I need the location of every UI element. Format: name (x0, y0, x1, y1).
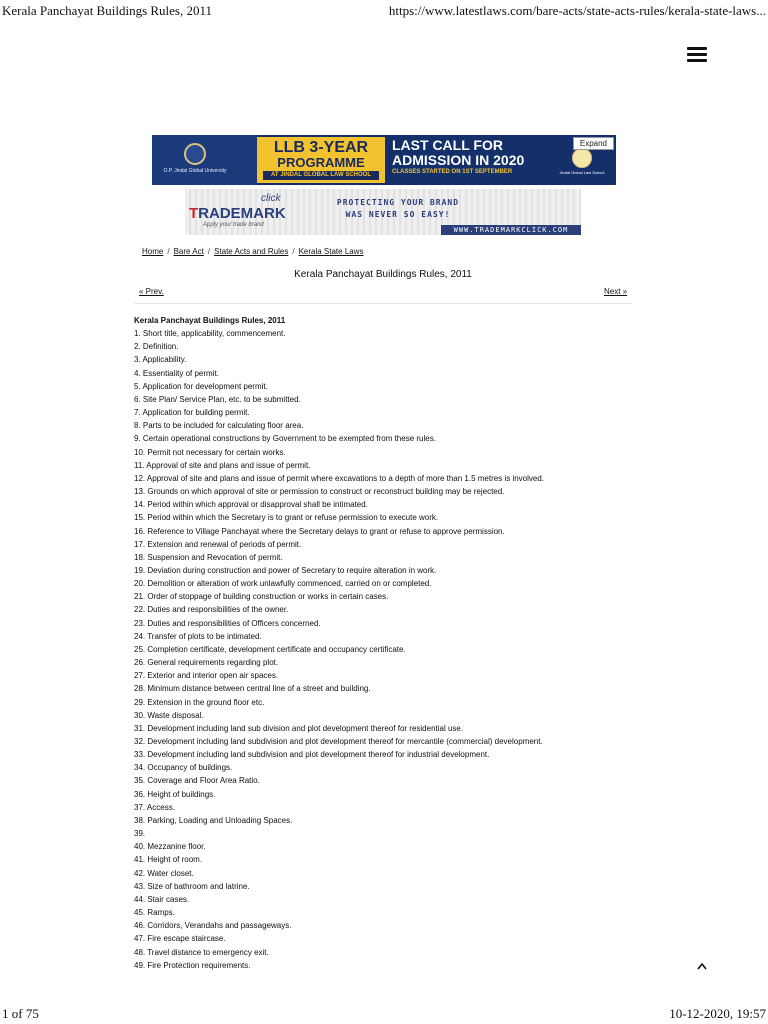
rule-item[interactable]: 37. Access. (134, 802, 175, 812)
rule-item[interactable]: 15. Period within which the Secretary is to grant or refuse permission to execute work. (134, 513, 439, 523)
law-school-name: Jindal Global Law School (559, 170, 605, 175)
rule-item[interactable]: 1. Short title, applicability, commencement. (134, 329, 286, 339)
llb-ad-banner[interactable] (152, 135, 616, 185)
breadcrumb-bare-act-link[interactable]: Bare Act (173, 247, 204, 256)
rule-item[interactable]: 30. Waste disposal. (134, 710, 204, 720)
rule-item[interactable]: 22. Duties and responsibilities of the owner. (134, 605, 289, 615)
rule-item[interactable]: 35. Coverage and Floor Area Ratio. (134, 776, 260, 786)
rule-item[interactable]: 13. Grounds on which approval of site or permission to construct or reconstruct building may be rejected. (134, 487, 505, 497)
rule-item[interactable]: 20. Demolition or alteration of work unlawfully commenced, carried on or completed. (134, 579, 432, 589)
trademark-slogan-1: PROTECTING YOUR BRAND (336, 198, 460, 207)
university-logo (152, 135, 257, 185)
rule-item[interactable]: 10. Permit not necessary for certain works. (134, 447, 286, 457)
rule-item[interactable]: 39. (134, 829, 146, 839)
rule-item[interactable]: 41. Height of room. (134, 855, 203, 865)
rule-item[interactable]: 46. Corridors, Verandahs and passageways. (134, 921, 292, 931)
rule-item[interactable]: 40. Mezzanine floor. (134, 842, 206, 852)
rule-item[interactable]: 14. Period within which approval or disapproval shall be intimated. (134, 500, 368, 510)
scroll-top-icon[interactable] (697, 957, 707, 965)
breadcrumb-home-link[interactable]: Home (142, 247, 164, 256)
rule-item[interactable]: 21. Order of stoppage of building construction or works in certain cases. (134, 592, 389, 602)
rules-list (134, 327, 634, 972)
next-link[interactable]: Next » (604, 287, 628, 296)
rule-item[interactable]: 49. Fire Protection requirements. (134, 960, 251, 970)
trademark-brand: TRADEMARK (189, 205, 286, 222)
university-seal-icon (184, 143, 206, 165)
divider (134, 303, 632, 304)
trademark-tagline: Apply your trade brand (203, 222, 264, 228)
rule-item[interactable]: 38. Parking, Loading and Unloading Spaces. (134, 815, 293, 825)
breadcrumb-state-acts-link[interactable]: State Acts and Rules (214, 247, 289, 256)
print-datetime: 10-12-2020, 19:57 (669, 1006, 766, 1021)
rules-section (134, 314, 634, 972)
rule-item[interactable]: 44. Stair cases. (134, 894, 190, 904)
print-page-title: Kerala Panchayat Buildings Rules, 2011 (2, 3, 213, 18)
rule-item[interactable]: 28. Minimum distance between central line of a street and building. (134, 684, 371, 694)
rule-item[interactable]: 7. Application for building permit. (134, 408, 250, 418)
print-page-count: 1 of 75 (2, 1006, 39, 1021)
rule-item[interactable]: 23. Duties and responsibilities of Officers concerned. (134, 618, 321, 628)
rule-item[interactable]: 25. Completion certificate, development certificate and occupancy certificate. (134, 644, 406, 654)
rule-item[interactable]: 24. Transfer of plots to be intimated. (134, 631, 262, 641)
rule-item[interactable]: 19. Deviation during construction and power of Secretary to require alteration in work. (134, 565, 437, 575)
prev-link[interactable]: « Prev. (139, 287, 164, 296)
trademark-ad-banner[interactable] (185, 189, 581, 235)
rule-item[interactable]: 33. Development including land subdivision and plot development thereof for industrial development. (134, 750, 490, 760)
rule-item[interactable]: 5. Application for development permit. (134, 381, 268, 391)
rule-item[interactable]: 16. Reference to Village Panchayat where the Secretary delays to grant or refuse to approve permission. (134, 526, 505, 536)
rule-item[interactable]: 42. Water closet. (134, 868, 194, 878)
expand-ad-button[interactable]: Expand (573, 137, 614, 150)
rule-item[interactable]: 43. Size of bathroom and latrine. (134, 881, 250, 891)
breadcrumb: Home / Bare Act / State Acts and Rules / Kerala State Laws (142, 247, 364, 256)
breadcrumb-kerala-laws-link[interactable]: Kerala State Laws (298, 247, 364, 256)
page-title: Kerala Panchayat Buildings Rules, 2011 (294, 269, 472, 280)
rule-item[interactable]: 45. Ramps. (134, 908, 175, 918)
print-header (0, 0, 768, 22)
trademark-slogan-2: WAS NEVER SO EASY! (345, 210, 451, 219)
rule-item[interactable]: 31. Development including land sub division and plot development thereof for residential use. (134, 723, 464, 733)
rule-item[interactable]: 47. Fire escape staircase. (134, 934, 226, 944)
rule-item[interactable]: 9. Certain operational constructions by Government to be exempted from these rules. (134, 434, 436, 444)
rule-item[interactable]: 18. Suspension and Revocation of permit. (134, 552, 283, 562)
rule-item[interactable]: 8. Parts to be included for calculating floor area. (134, 421, 304, 431)
rule-item[interactable]: 2. Definition. (134, 342, 179, 352)
classes-started: CLASSES STARTED ON 1ST SEPTEMBER (392, 169, 513, 175)
rule-item[interactable]: 34. Occupancy of buildings. (134, 763, 233, 773)
trademark-url: WWW.TRADEMARKCLICK.COM (441, 225, 581, 235)
print-footer (0, 1006, 768, 1024)
law-school-logo (552, 148, 612, 175)
llb-school: AT JINDAL GLOBAL LAW SCHOOL (263, 171, 379, 180)
law-school-emblem-icon (572, 148, 592, 168)
rule-item[interactable]: 26. General requirements regarding plot. (134, 658, 279, 668)
llb-headline-1: LLB 3-YEAR (273, 139, 369, 156)
rule-item[interactable]: 12. Approval of site and plans and issue of permit where excavations to a depth of more than 1.5 metres is involved. (134, 473, 545, 483)
rule-item[interactable]: 3. Applicability. (134, 355, 187, 365)
admission-call-1: LAST CALL FOR (392, 137, 503, 153)
admission-block (392, 138, 524, 177)
rule-item[interactable]: 27. Exterior and interior open air spaces. (134, 671, 279, 681)
admission-call-2: ADMISSION IN 2020 (392, 152, 525, 168)
university-name: O.P. Jindal Global University (163, 168, 227, 174)
rule-item[interactable]: 11. Approval of site and plans and issue of permit. (134, 460, 311, 470)
llb-programme-block (257, 137, 385, 183)
rule-item[interactable]: 6. Site Plan/ Service Plan, etc. to be submitted. (134, 394, 301, 404)
rule-item[interactable]: 32. Development including land subdivision and plot development thereof for mercantile (commercial) development. (134, 737, 543, 746)
print-page-url: https://www.latestlaws.com/bare-acts/state-acts-rules/kerala-state-laws... (388, 3, 766, 18)
llb-headline-2: PROGRAMME (277, 155, 365, 170)
rules-heading: Kerala Panchayat Buildings Rules, 2011 (134, 316, 286, 325)
rule-item[interactable]: 29. Extension in the ground floor etc. (134, 697, 265, 707)
menu-icon[interactable] (687, 47, 707, 63)
rule-item[interactable]: 17. Extension and renewal of periods of permit. (134, 539, 302, 549)
rule-item[interactable]: 36. Height of buildings. (134, 789, 216, 799)
rule-item[interactable]: 4. Essentiality of permit. (134, 368, 219, 378)
trademark-brand-click: click (261, 193, 281, 204)
rule-item[interactable]: 48. Travel distance to emergency exit. (134, 947, 269, 957)
